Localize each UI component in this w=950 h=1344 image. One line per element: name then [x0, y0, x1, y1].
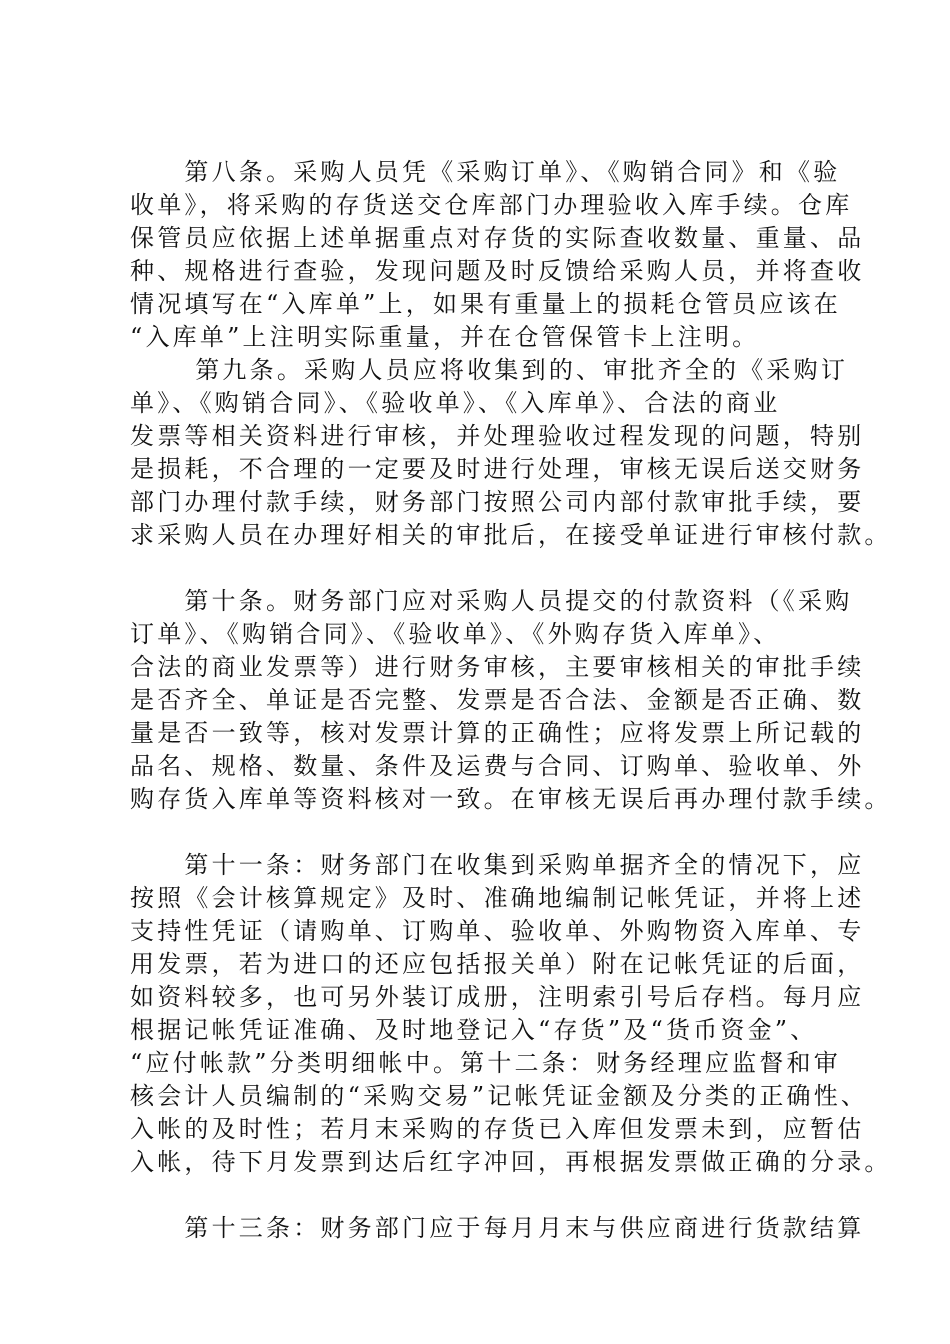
text-line: 用发票，若为进口的还应包括报关单）附在记帐凭证的后面，: [130, 950, 865, 978]
text-line: 支持性凭证（请购单、订购单、验收单、外购物资入库单、专: [130, 917, 865, 945]
text-line: 量是否一致等，核对发票计算的正确性；应将发票上所记载的: [130, 719, 865, 747]
text-line: 发票等相关资料进行审核，并处理验收过程发现的问题，特别: [130, 422, 865, 450]
document-body: [130, 156, 892, 1245]
article-8-paragraph: [130, 156, 865, 354]
text-line: 保管员应依据上述单据重点对存货的实际查收数量、重量、品: [130, 224, 865, 252]
text-line: 入帐的及时性；若月末采购的存货已入库但发票未到，应暂估: [130, 1115, 865, 1143]
text-line: 订单》、《购销合同》、《验收单》、《外购存货入库单》、: [130, 620, 781, 648]
paragraph-gap: [130, 1179, 835, 1212]
text-line: 是损耗，不合理的一定要及时进行处理，审核无误后送交财务: [130, 455, 865, 483]
text-line: 单》、《购销合同》、《验收单》、《入库单》、合法的商业: [130, 389, 781, 417]
text-line: 第八条。采购人员凭《采购订单》、《购销合同》和《验: [130, 158, 841, 186]
text-line: 收单》，将采购的存货送交仓库部门办理验收入库手续。仓库: [130, 191, 853, 219]
text-line: 按照《会计核算规定》及时、准确地编制记帐凭证，并将上述: [130, 884, 865, 912]
text-line: 购存货入库单等资料核对一致。在审核无误后再办理付款手续。: [130, 785, 892, 813]
article-10-paragraph: [130, 585, 892, 816]
article-9-paragraph: [130, 354, 892, 552]
text-line: 种、规格进行查验，发现问题及时反馈给采购人员，并将查收: [130, 257, 865, 285]
paragraph-gap: [130, 552, 835, 585]
text-line: 是否齐全、单证是否完整、发票是否合法、金额是否正确、数: [130, 686, 865, 714]
text-line: 根据记帐凭证准确、及时地登记入“存货”及“货币资金”、: [130, 1016, 818, 1044]
paragraph-gap: [130, 816, 835, 849]
text-line: 第十条。财务部门应对采购人员提交的付款资料（《采购: [130, 587, 853, 615]
text-line: 第九条。采购人员应将收集到的、审批齐全的《采购订: [130, 356, 849, 384]
text-line: “入库单”上注明实际重量，并在仓管保管卡上注明。: [130, 323, 760, 351]
text-line: 情况填写在“入库单”上，如果有重量上的损耗仓管员应该在: [130, 290, 841, 318]
text-line: 如资料较多，也可另外装订成册，注明索引号后存档。每月应: [130, 983, 865, 1011]
text-line: 合法的商业发票等）进行财务审核，主要审核相关的审批手续: [130, 653, 865, 681]
text-line: 核会计人员编制的“采购交易”记帐凭证金额及分类的正确性、: [130, 1082, 869, 1110]
text-line: 第十三条：财务部门应于每月月末与供应商进行货款结算: [130, 1214, 865, 1242]
article-11-paragraph: [130, 849, 892, 1179]
text-line: 求采购人员在办理好相关的审批后，在接受单证进行审核付款。: [130, 521, 892, 549]
text-line: 品名、规格、数量、条件及运费与合同、订购单、验收单、外: [130, 752, 865, 780]
text-line: 第十一条：财务部门在收集到采购单据齐全的情况下，应: [130, 851, 865, 879]
text-line: “应付帐款”分类明细帐中。第十二条：财务经理应监督和审: [130, 1049, 841, 1077]
text-line: 部门办理付款手续，财务部门按照公司内部付款审批手续，要: [130, 488, 865, 516]
text-line: 入帐，待下月发票到达后红字冲回，再根据发票做正确的分录。: [130, 1148, 892, 1176]
article-13-paragraph: [130, 1212, 865, 1245]
